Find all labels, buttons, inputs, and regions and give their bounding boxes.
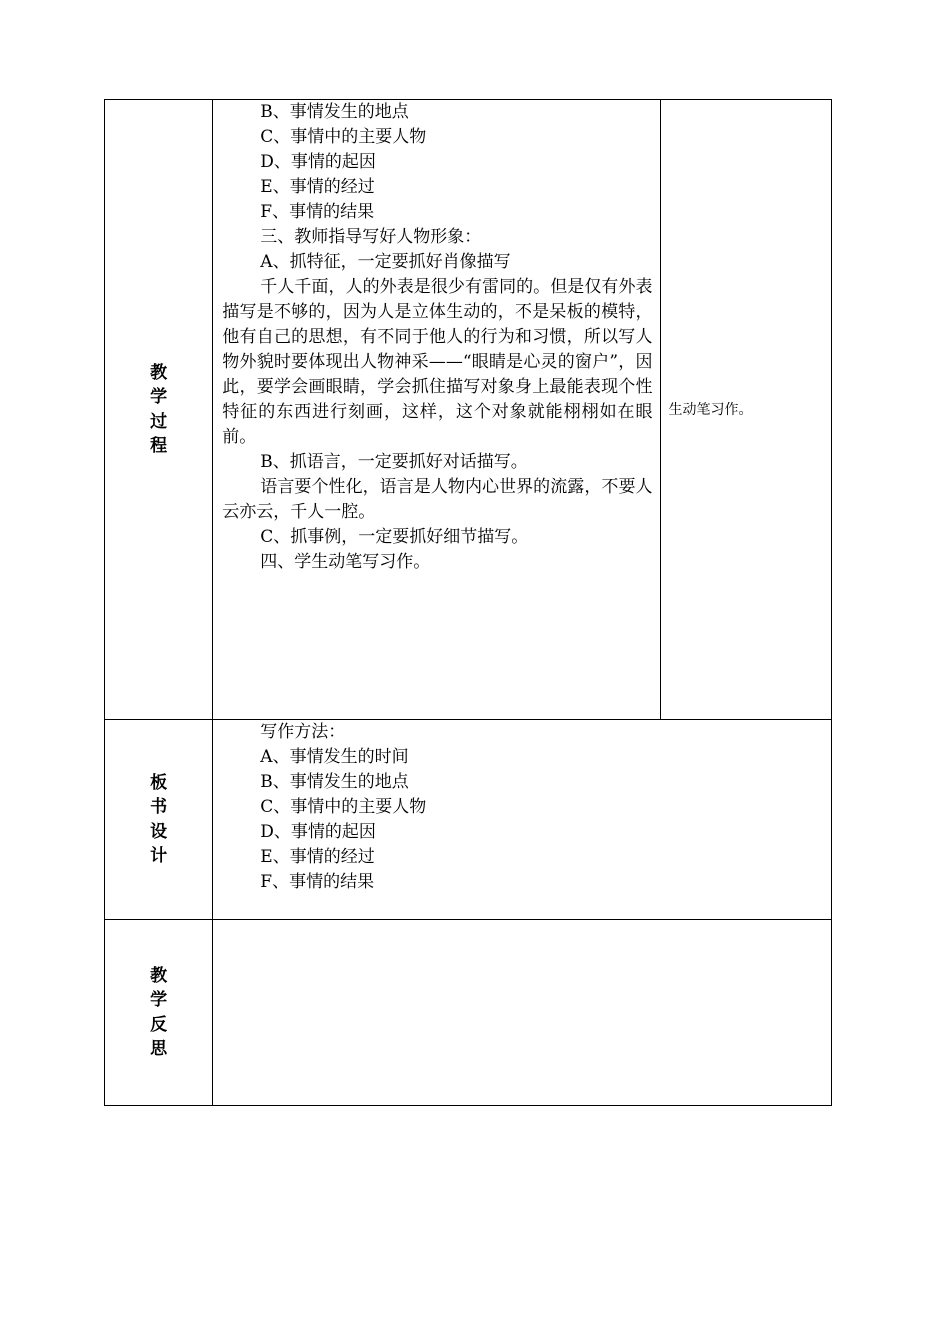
teaching-reflection-label: 教 学 反 思 [150,965,168,1059]
teaching-reflection-label-cell [105,920,213,1106]
board-line: C、事情中的主要人物 [260,797,427,817]
teaching-reflection-row [105,920,832,1106]
board-design-row [105,720,832,920]
student-activity-note [660,100,831,720]
process-line: C、抓事例，一定要抓好细节描写。 [260,527,529,547]
process-line: A、抓特征，一定要抓好肖像描写 [260,252,511,272]
teaching-process-label: 教 学 过 程 [150,362,168,456]
side-note-text: 生动笔习作。 [668,401,753,418]
process-line: E、事情的经过 [260,177,375,197]
section-heading: 三、教师指导写好人物形象： [260,227,482,247]
language-paragraph: 语言要个性化，语言是人物内心世界的流露，不要人云亦云，千人一腔。 [222,477,653,522]
teaching-process-content [213,100,660,720]
board-line: B、事情发生的地点 [260,772,409,792]
board-design-content [213,720,832,920]
teaching-reflection-content [213,920,832,1106]
board-line: F、事情的结果 [260,872,375,892]
process-line: B、抓语言，一定要抓好对话描写。 [260,452,528,472]
portrait-paragraph: 千人千面，人的外表是很少有雷同的。但是仅有外表描写是不够的，因为人是立体生动的，不是呆板的模特，他有自己的思想，有不同于他人的行为和习惯，所以写人物外貌时要体现出人物神采——“眼睛是心灵的窗户”，因此，要学会画眼睛，学会抓住描写对象身上最能表现个性特征的东西进行刻画，这样，这个对象就能栩栩如在眼前。 [222,277,653,447]
board-line: 写作方法： [260,722,346,742]
board-design-label-cell [105,720,213,920]
board-line: D、事情的起因 [260,822,376,842]
lesson-plan-table [104,99,832,1106]
teaching-process-row [105,100,832,720]
board-design-label: 板 书 设 计 [150,772,168,866]
board-line: A、事情发生的时间 [260,747,409,767]
board-line: E、事情的经过 [260,847,375,867]
process-line: C、事情中的主要人物 [260,127,427,147]
process-line: D、事情的起因 [260,152,376,172]
process-line: B、事情发生的地点 [260,102,409,122]
section-heading: 四、学生动笔写习作。 [260,552,431,572]
process-line: F、事情的结果 [260,202,375,222]
teaching-process-label-cell [105,100,213,720]
